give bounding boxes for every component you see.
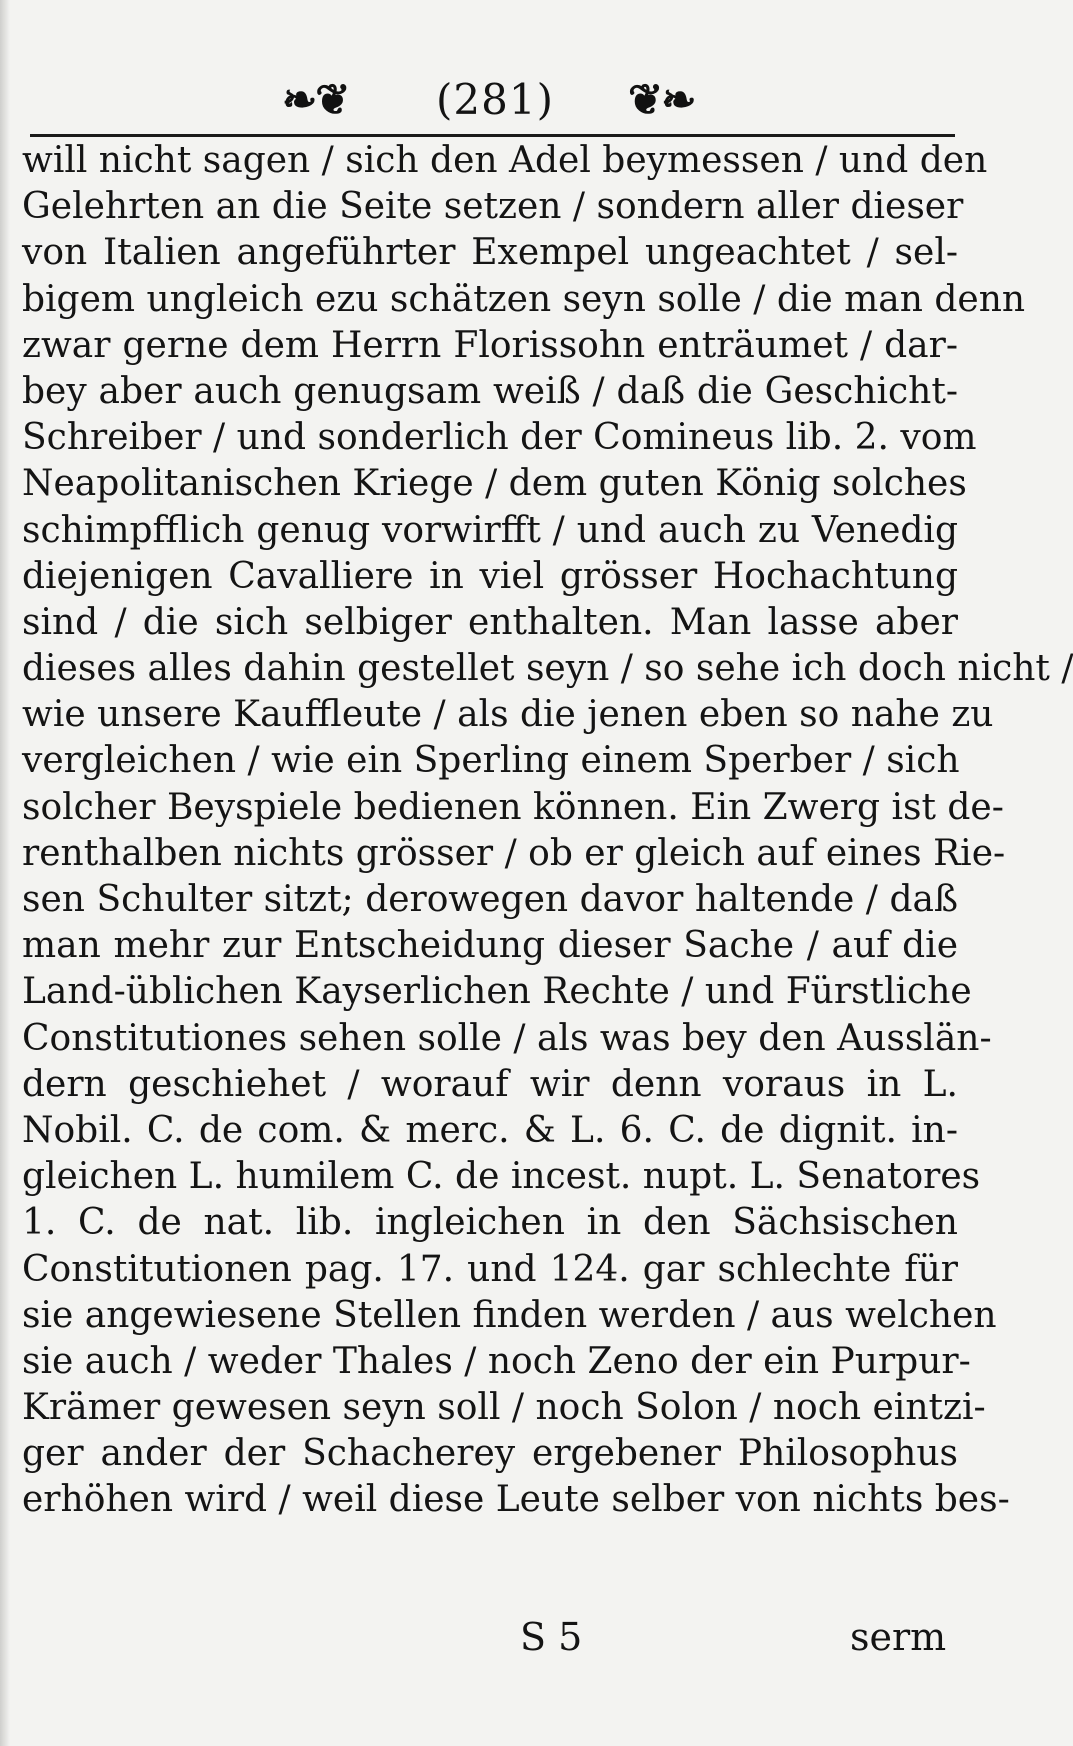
text-line: ger ander der Schacherey ergebener Philosophus bbox=[22, 1433, 958, 1475]
text-line: Schreiber / und sonderlich der Comineus lib. 2. vom bbox=[22, 417, 977, 459]
text-line: man mehr zur Entscheidung dieser Sache / auf die bbox=[22, 925, 958, 967]
text-line: zwar gerne dem Herrn Florissohn enträumet / dar- bbox=[22, 324, 958, 366]
text-line: 1. C. de nat. lib. ingleichen in den Sächsischen bbox=[22, 1202, 958, 1244]
text-line: von Italien angeführter Exempel ungeachtet / sel- bbox=[22, 232, 958, 274]
text-line: will nicht sagen / sich den Adel beymessen / und den bbox=[22, 140, 988, 181]
text-line: Neapolitanischen Kriege / dem guten König solches bbox=[22, 463, 967, 505]
text-line: erhöhen wird / weil diese Leute selber von nichts bes- bbox=[22, 1479, 1010, 1521]
text-line: sie auch / weder Thales / noch Zeno der ein Purpur- bbox=[22, 1340, 971, 1382]
text-line: dieses alles dahin gestellet seyn / so sehe ich doch nicht / bbox=[22, 648, 1073, 690]
text-line: diejenigen Cavalliere in viel grösser Hochachtung bbox=[22, 555, 958, 597]
text-line: solcher Beyspiele bedienen können. Ein Zwerg ist de- bbox=[22, 786, 1004, 828]
text-line: renthalben nichts grösser / ob er gleich auf eines Rie- bbox=[22, 832, 1006, 874]
text-line: Constitutionen pag. 17. und 124. gar schlechte für bbox=[22, 1248, 958, 1290]
text-line: vergleichen / wie ein Sperling einem Sperber / sich bbox=[22, 740, 960, 782]
header-rule bbox=[30, 134, 955, 137]
text-line: Krämer gewesen seyn soll / noch Solon / noch eintzi- bbox=[22, 1387, 986, 1429]
text-line: sen Schulter sitzt; derowegen davor haltende / daß bbox=[22, 879, 958, 920]
text-line: Nobil. C. de com. & merc. & L. 6. C. de dignit. in- bbox=[22, 1109, 958, 1151]
text-line: dern geschiehet / worauf wir denn voraus in L. bbox=[22, 1063, 958, 1105]
text-line: bigem ungleich ezu schätzen seyn solle / die man denn bbox=[22, 278, 1026, 320]
page-edge-shadow bbox=[0, 0, 10, 1746]
running-header bbox=[0, 70, 1024, 130]
header-ornament-left-icon: ❧❦ bbox=[282, 75, 349, 124]
page-footer bbox=[0, 1610, 1024, 1670]
text-line: Land-üblichen Kayserlichen Rechte / und Fürstliche bbox=[22, 971, 972, 1013]
text-line: sie angewiesene Stellen finden werden / aus welchen bbox=[22, 1294, 997, 1336]
text-line: gleichen L. humilem C. de incest. nupt. L. Senatores bbox=[22, 1156, 981, 1198]
page-number: (281) bbox=[436, 75, 554, 124]
text-line: bey aber auch genugsam weiß / daß die Geschicht- bbox=[22, 370, 958, 412]
header-ornament-right-icon: ❦❧ bbox=[628, 75, 695, 124]
body-text bbox=[22, 138, 1073, 1524]
text-line: sind / die sich selbiger enthalten. Man lasse aber bbox=[22, 601, 958, 643]
text-line: wie unsere Kauffleute / als die jenen eben so nahe zu bbox=[22, 694, 994, 736]
text-line: Constitutiones sehen solle / als was bey den Ausslän- bbox=[22, 1017, 992, 1059]
text-line: schimpfflich genug vorwirfft / und auch zu Venedig bbox=[22, 509, 958, 551]
text-line: Gelehrten an die Seite setzen / sondern aller dieser bbox=[22, 186, 964, 228]
signature-mark: S 5 bbox=[520, 1615, 583, 1659]
catchword: serm bbox=[850, 1615, 947, 1659]
